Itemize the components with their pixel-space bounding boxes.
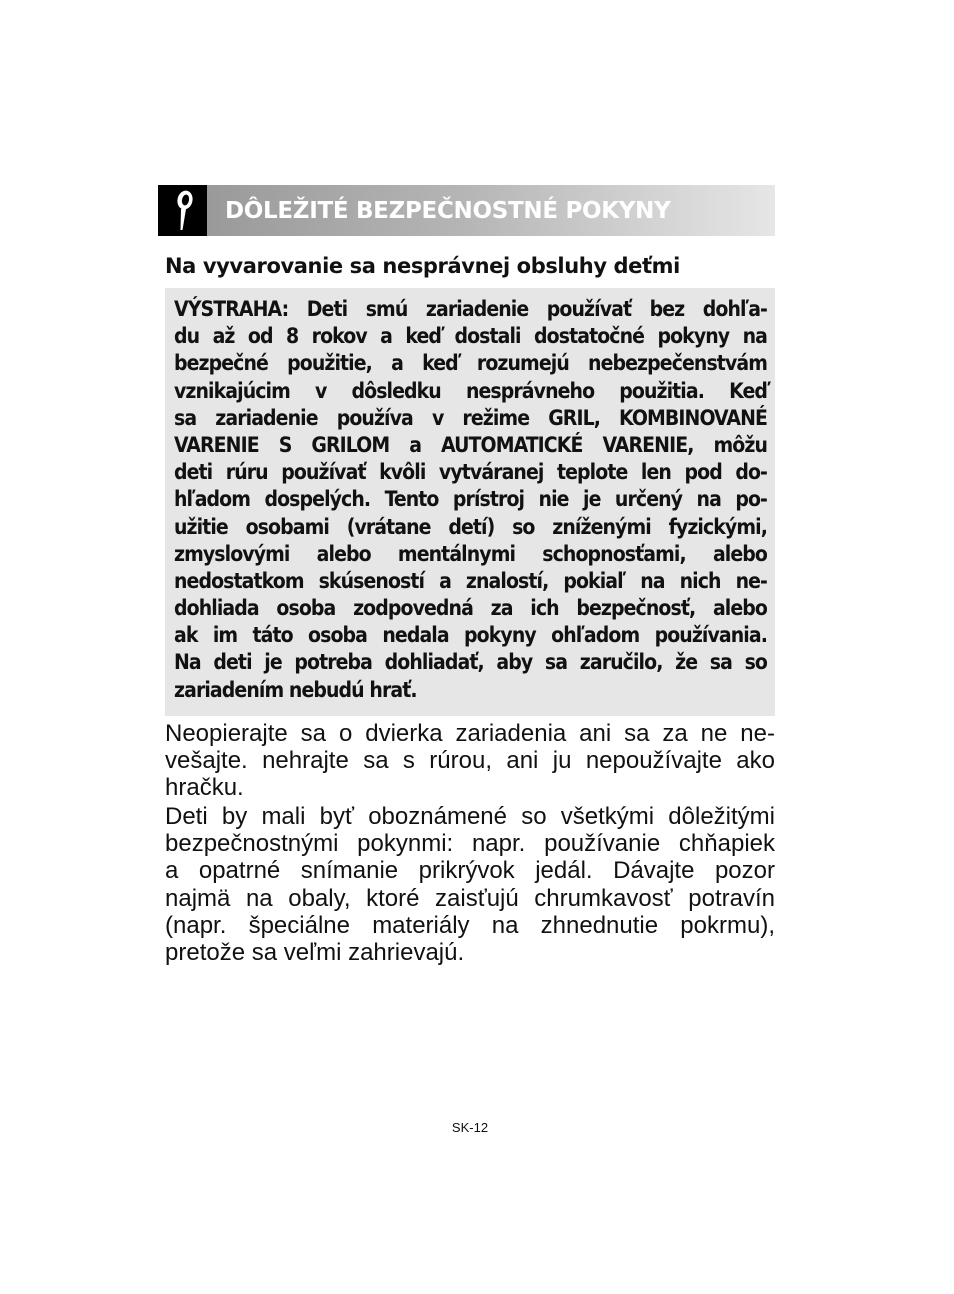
warning-line: ak im táto osoba nedala pokyny ohľadom používania.	[174, 623, 767, 648]
warning-line: užitie osobami (vrátane detí) so zníženými fyzickými,	[174, 514, 767, 539]
warning-line: Na deti je potreba dohliadať, aby sa zaručilo, že sa so	[174, 650, 767, 675]
paragraph-door-warning	[165, 720, 775, 802]
paragraph-line: vešajte. nehrajte sa s rúrou, ani ju nepoužívajte ako	[165, 747, 775, 775]
header-title-box	[207, 185, 775, 236]
exclamation-icon	[158, 185, 207, 236]
paragraph-line: najmä na obaly, ktoré zaisťujú chrumkavosť potravín	[165, 884, 775, 912]
paragraph-line: bezpečnostnými pokynmi: napr. používanie chňapiek	[165, 830, 775, 858]
paragraph-line: Neopierajte sa o dvierka zariadenia ani sa za ne ne-	[165, 720, 775, 747]
paragraph-safety-instructions	[165, 803, 775, 966]
warning-line: hľadom dospelých. Tento prístroj nie je určený na po-	[174, 487, 767, 512]
warning-line: VARENIE S GRILOM a AUTOMATICKÉ VARENIE, môžu	[174, 432, 767, 457]
paragraph-line: (napr. špeciálne materiály na zhnednutie pokrmu),	[165, 911, 775, 939]
section-header-bar	[158, 185, 775, 236]
warning-line: nedostatkom skúseností a znalostí, pokiaľ na nich ne-	[174, 568, 767, 593]
section-title: Na vyvarovanie sa nesprávnej obsluhy deťmi	[165, 254, 680, 278]
warning-line: deti rúru používať kvôli vytváranej teplote len pod do-	[174, 460, 767, 485]
warning-line: zariadením nebudú hrať.	[174, 677, 417, 702]
paragraph-line: pretože sa veľmi zahrievajú.	[165, 938, 465, 966]
warning-line: VÝSTRAHA: Deti smú zariadenie používať bez dohľa-	[174, 297, 767, 321]
warning-line: bezpečné použitie, a keď rozumejú nebezpečenstvám	[174, 351, 767, 376]
warning-line: zmyslovými alebo mentálnymi schopnosťami, alebo	[174, 541, 767, 566]
header-title: DÔLEŽITÉ BEZPEČNOSTNÉ POKYNY	[225, 197, 671, 224]
warning-box	[165, 288, 775, 716]
paragraph-line: hračku.	[165, 774, 244, 802]
warning-line: sa zariadenie používa v režime GRIL, KOMBINOVANÉ	[174, 405, 767, 430]
paragraph-line: a opatrné snímanie prikrývok jedál. Dávajte pozor	[165, 857, 775, 885]
page-number: SK-12	[451, 1120, 489, 1135]
warning-line: vznikajúcim v dôsledku nesprávneho použitia. Keď	[174, 378, 767, 403]
warning-line: dohliada osoba zodpovedná za ich bezpečnosť, alebo	[174, 596, 767, 621]
paragraph-line: Deti by mali byť oboznámené so všetkými dôležitými	[165, 803, 775, 830]
warning-line: du až od 8 rokov a keď dostali dostatočné pokyny na	[174, 324, 767, 349]
